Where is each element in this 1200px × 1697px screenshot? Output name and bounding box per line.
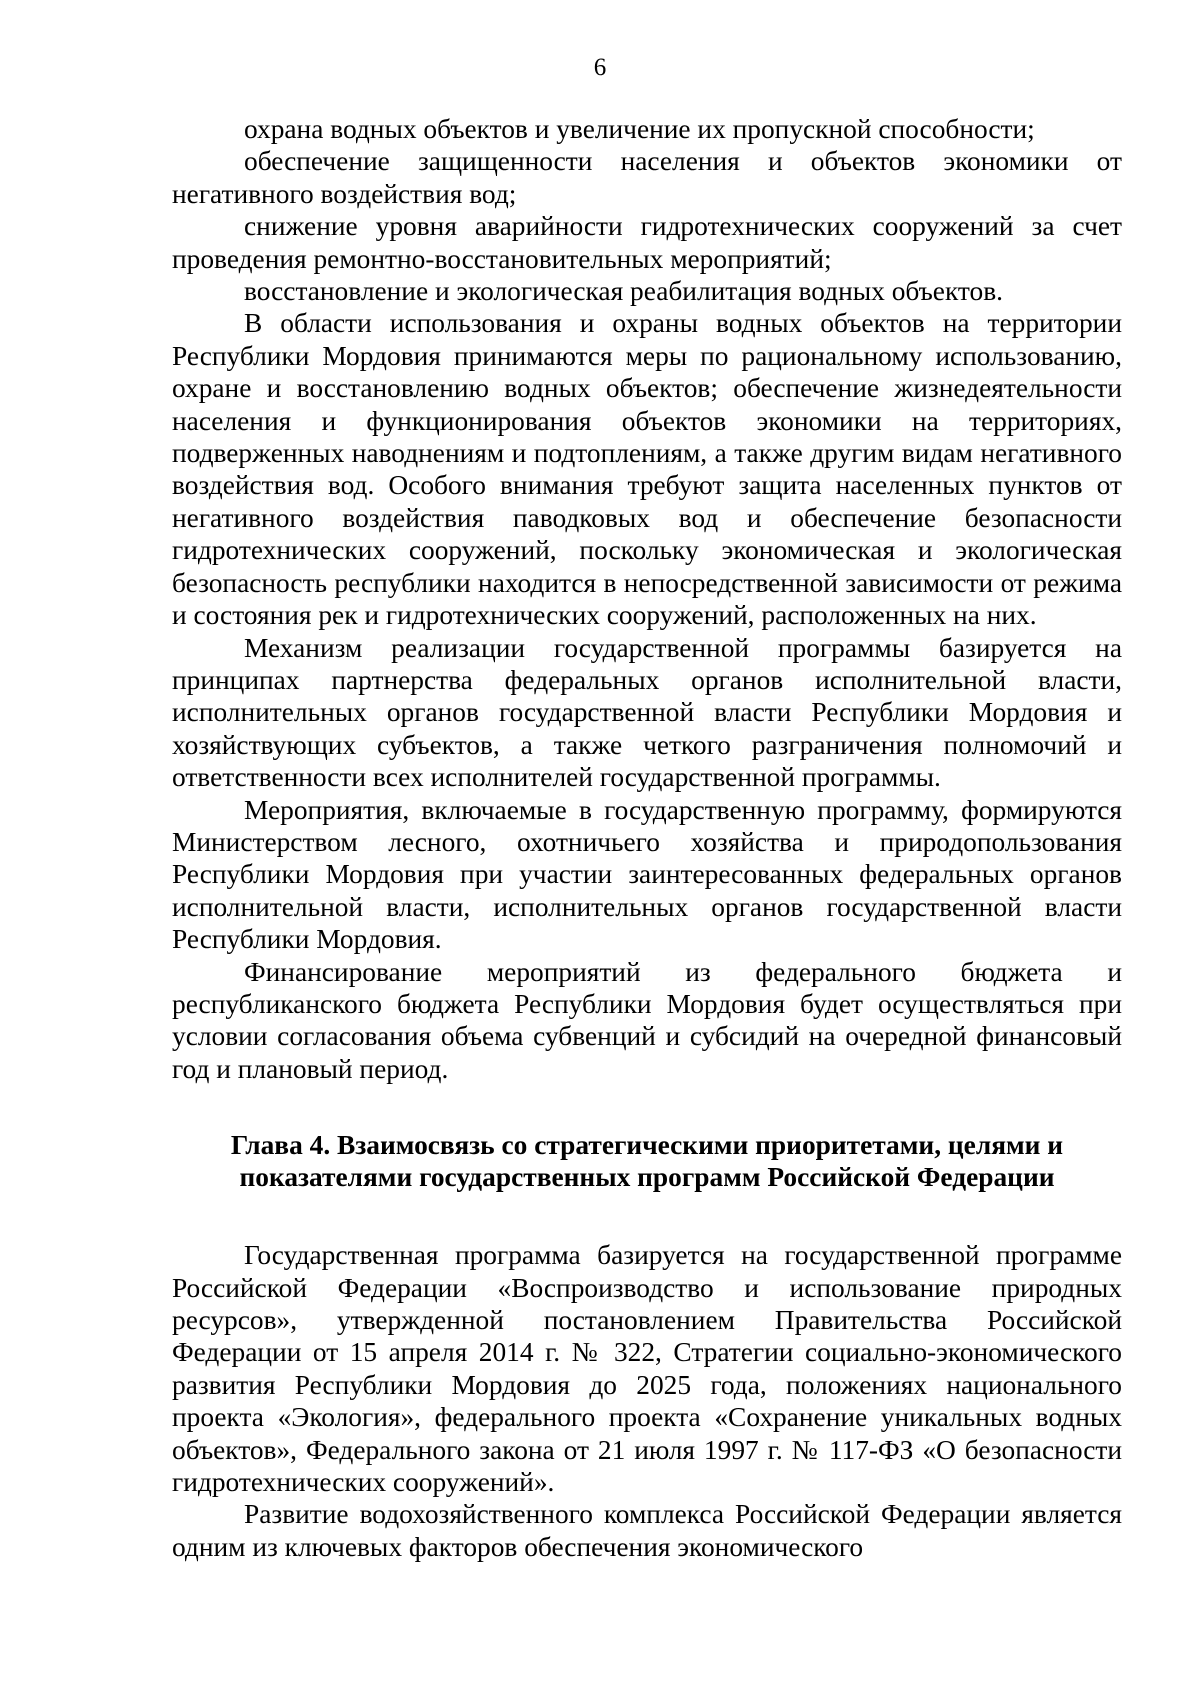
paragraph: охрана водных объектов и увеличение их пропускной способности; — [244, 114, 1035, 144]
paragraph: Мероприятия, включаемые в государственную программу, формируются Министерством лесного, охотничьего хозяйства и природопользования Республики Мордовия при участии заинтересованных федеральных органов исполнительной власти, исполнительных органов государственной власти Республики Мордовия. — [172, 794, 1122, 955]
paragraph: Государственная программа базируется на государственной программе Российской Федерации «Воспроизводство и использование природных ресурсов», утвержденной постановлением Правительства Российской Федерации от 15 апреля 2014 г. № 322, Стратегии социально-экономического развития Республики Мордовия до 2025 года, положениях национального проекта «Экология», федерального проекта «Сохранение уникальных водных объектов», Федерального закона от 21 июля 1997 г. № 117-ФЗ «О безопасности гидротехнических сооружений». — [172, 1240, 1122, 1498]
chapter-heading — [172, 1129, 1122, 1193]
paragraph: Механизм реализации государственной программы базируется на принципах партнерства федеральных органов исполнительной власти, исполнительных органов государственной власти Республики Мордовия и хозяйствующих субъектов, а также четкого разграничения полномочий и ответственности всех исполнителей государственной программы. — [172, 632, 1122, 793]
chapter-heading-line: показателями государственных программ Российской Федерации — [239, 1162, 1055, 1193]
paragraph: снижение уровня аварийности гидротехнических сооружений за счет проведения ремонтно-восстановительных мероприятий; — [172, 211, 1122, 274]
paragraph: обеспечение защищенности населения и объектов экономики от негативного воздействия вод; — [172, 146, 1122, 209]
page-number: 6 — [593, 54, 607, 81]
document-body — [172, 113, 1122, 1563]
paragraph: восстановление и экологическая реабилитация водных объектов. — [244, 276, 1003, 307]
chapter-heading-line: Глава 4. Взаимосвязь со стратегическими приоритетами, целями и — [230, 1130, 1064, 1161]
paragraph: Финансирование мероприятий из федерального бюджета и республиканского бюджета Республики Мордовия будет осуществляться при условии согласования объема субвенций и субсидий на очередной финансовый год и плановый период. — [172, 956, 1122, 1084]
paragraph: В области использования и охраны водных объектов на территории Республики Мордовия принимаются меры по рациональному использованию, охране и восстановлению водных объектов; обеспечение жизнедеятельности населения и функционирования объектов экономики на территориях, подверженных наводнениям и подтоплениям, а также другим видам негативного воздействия вод. Особого внимания требуют защита населенных пунктов от негативного воздействия паводковых вод и обеспечение безопасности гидротехнических сооружений, поскольку экономическая и экологическая безопасность республики находится в непосредственной зависимости от режима и состояния рек и гидротехнических сооружений, расположенных на них. — [172, 308, 1122, 631]
paragraph: Развитие водохозяйственного комплекса Российской Федерации является одним из ключевых факторов обеспечения экономического — [172, 1499, 1122, 1562]
